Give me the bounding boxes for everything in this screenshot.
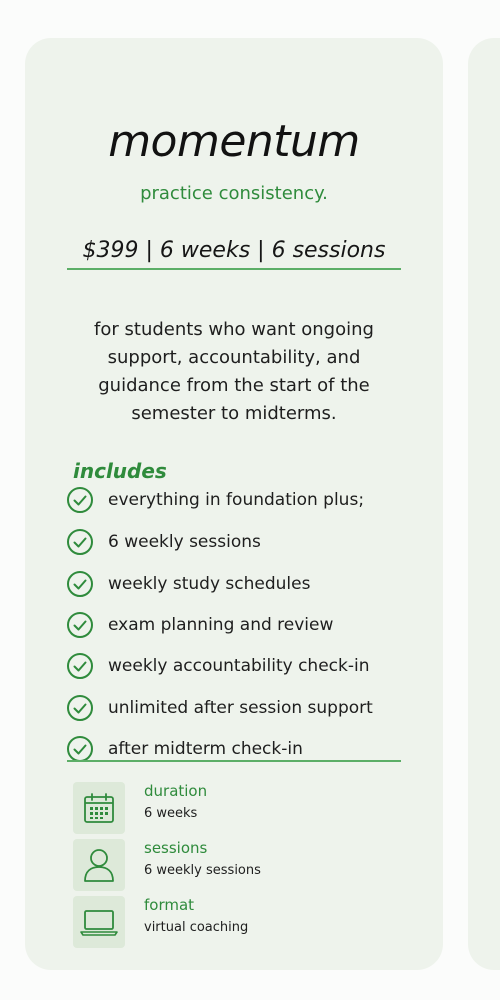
list-item-label: everything in foundation plus;	[108, 490, 365, 510]
plan-title: momentum	[108, 116, 360, 167]
list-item-label: weekly study schedules	[108, 574, 311, 594]
includes-heading: includes	[73, 459, 167, 483]
detail-label: sessions	[144, 839, 208, 857]
list-item-label: after midterm check-in	[108, 739, 303, 759]
next-pricing-card	[468, 38, 500, 970]
list-item	[66, 570, 426, 598]
laptop-icon	[73, 896, 125, 948]
list-item-label: weekly accountability check-in	[108, 656, 370, 676]
list-item-label: exam planning and review	[108, 615, 334, 635]
list-item-label: 6 weekly sessions	[108, 532, 261, 552]
list-item	[66, 528, 426, 556]
list-item	[66, 735, 426, 763]
check-circle-icon	[66, 694, 94, 722]
plan-description: for students who want ongoing support, accountability, and guidance from the start of the semester to midterms.	[94, 319, 374, 424]
check-circle-icon	[66, 486, 94, 514]
divider	[67, 760, 401, 762]
detail-value: virtual coaching	[144, 920, 249, 935]
list-item-label: unlimited after session support	[108, 698, 373, 718]
check-circle-icon	[66, 528, 94, 556]
detail-format	[73, 896, 393, 948]
list-item	[66, 611, 426, 639]
check-circle-icon	[66, 570, 94, 598]
calendar-icon	[73, 782, 125, 834]
detail-value: 6 weeks	[144, 806, 198, 821]
person-icon	[73, 839, 125, 891]
detail-label: duration	[144, 782, 208, 800]
detail-duration	[73, 782, 393, 834]
plan-subtitle: practice consistency.	[140, 183, 328, 204]
list-item	[66, 652, 426, 680]
list-item	[66, 694, 426, 722]
list-item	[66, 486, 426, 514]
check-circle-icon	[66, 735, 94, 763]
detail-label: format	[144, 896, 195, 914]
pricing-card-momentum	[25, 38, 443, 970]
plan-price-line: $399 | 6 weeks | 6 sessions	[82, 238, 386, 263]
check-circle-icon	[66, 652, 94, 680]
detail-sessions	[73, 839, 393, 891]
check-circle-icon	[66, 611, 94, 639]
divider	[67, 268, 401, 270]
detail-value: 6 weekly sessions	[144, 863, 261, 878]
